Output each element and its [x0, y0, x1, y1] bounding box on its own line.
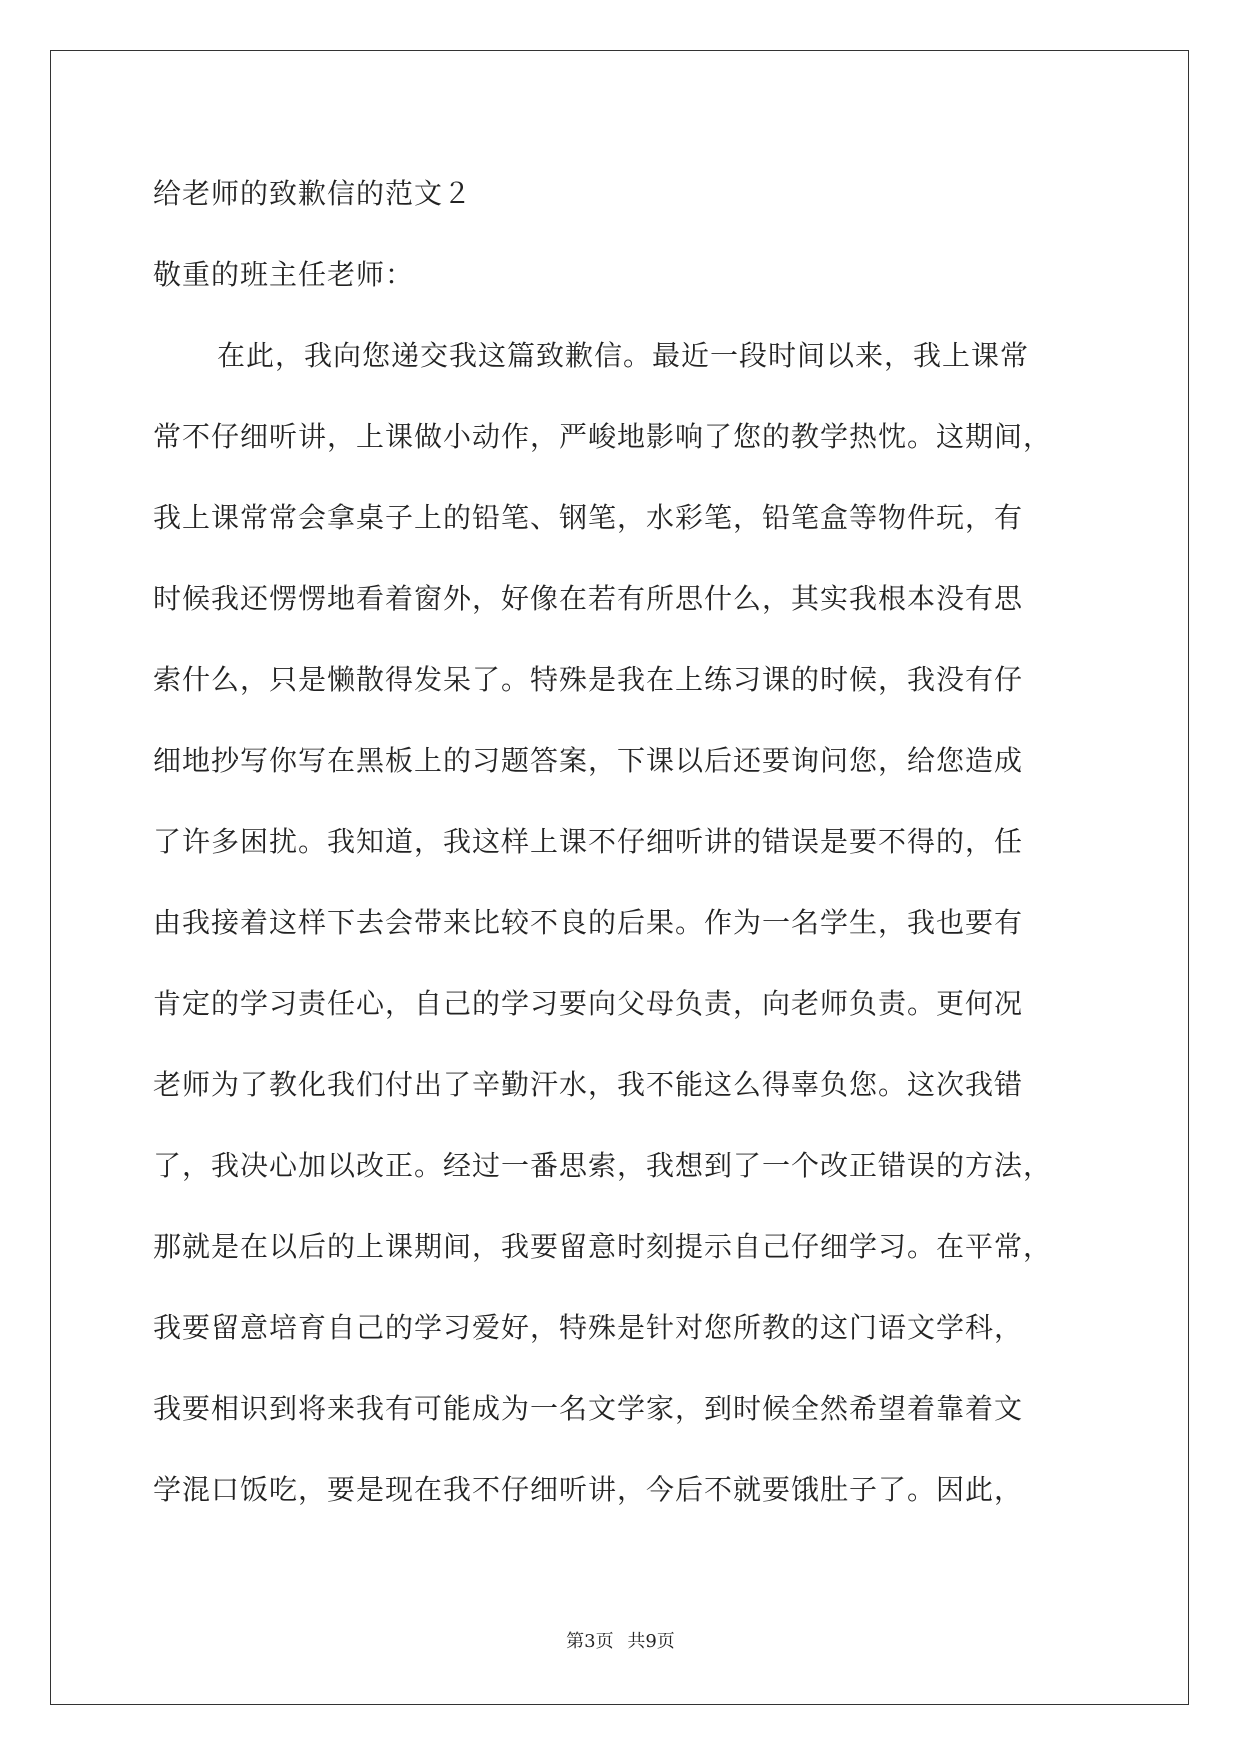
body-line: 在此，我向您递交我这篇致歉信。最近一段时间以来，我上课常	[217, 339, 1030, 372]
body-line: 常不仔细听讲，上课做小动作，严峻地影响了您的教学热忱。这期间，	[153, 420, 1053, 453]
body-line: 了，我决心加以改正。经过一番思索，我想到了一个改正错误的方法，	[153, 1149, 1053, 1182]
body-line: 学混口饭吃，要是现在我不仔细听讲，今后不就要饿肚子了。因此，	[153, 1473, 1024, 1506]
body-line: 我上课常常会拿桌子上的铅笔、钢笔，水彩笔，铅笔盒等物件玩，有	[153, 501, 1024, 534]
letter-body	[153, 334, 1113, 1549]
body-line: 那就是在以后的上课期间，我要留意时刻提示自己仔细学习。在平常，	[153, 1230, 1053, 1263]
page-footer	[0, 1627, 1241, 1653]
body-line: 我要相识到将来我有可能成为一名文学家，到时候全然希望着靠着文	[153, 1392, 1024, 1425]
body-line: 由我接着这样下去会带来比较不良的后果。作为一名学生，我也要有	[153, 906, 1024, 939]
body-line: 索什么，只是懒散得发呆了。特殊是我在上练习课的时候，我没有仔	[153, 663, 1024, 696]
body-line: 肯定的学习责任心，自己的学习要向父母负责，向老师负责。更何况	[153, 987, 1024, 1020]
body-line: 我要留意培育自己的学习爱好，特殊是针对您所教的这门语文学科，	[153, 1311, 1024, 1344]
document-title: 给老师的致歉信的范文２	[153, 177, 473, 210]
body-line: 时候我还愣愣地看着窗外，好像在若有所思什么，其实我根本没有思	[153, 582, 1024, 615]
page-number: 第3页	[566, 1631, 614, 1652]
body-line: 细地抄写你写在黑板上的习题答案，下课以后还要询问您，给您造成	[153, 744, 1024, 777]
body-line: 老师为了教化我们付出了辛勤汗水，我不能这么得辜负您。这次我错	[153, 1068, 1024, 1101]
page-total: 共9页	[627, 1631, 675, 1652]
salutation: 敬重的班主任老师：	[153, 258, 415, 291]
body-line: 了许多困扰。我知道，我这样上课不仔细听讲的错误是要不得的，任	[153, 825, 1024, 858]
